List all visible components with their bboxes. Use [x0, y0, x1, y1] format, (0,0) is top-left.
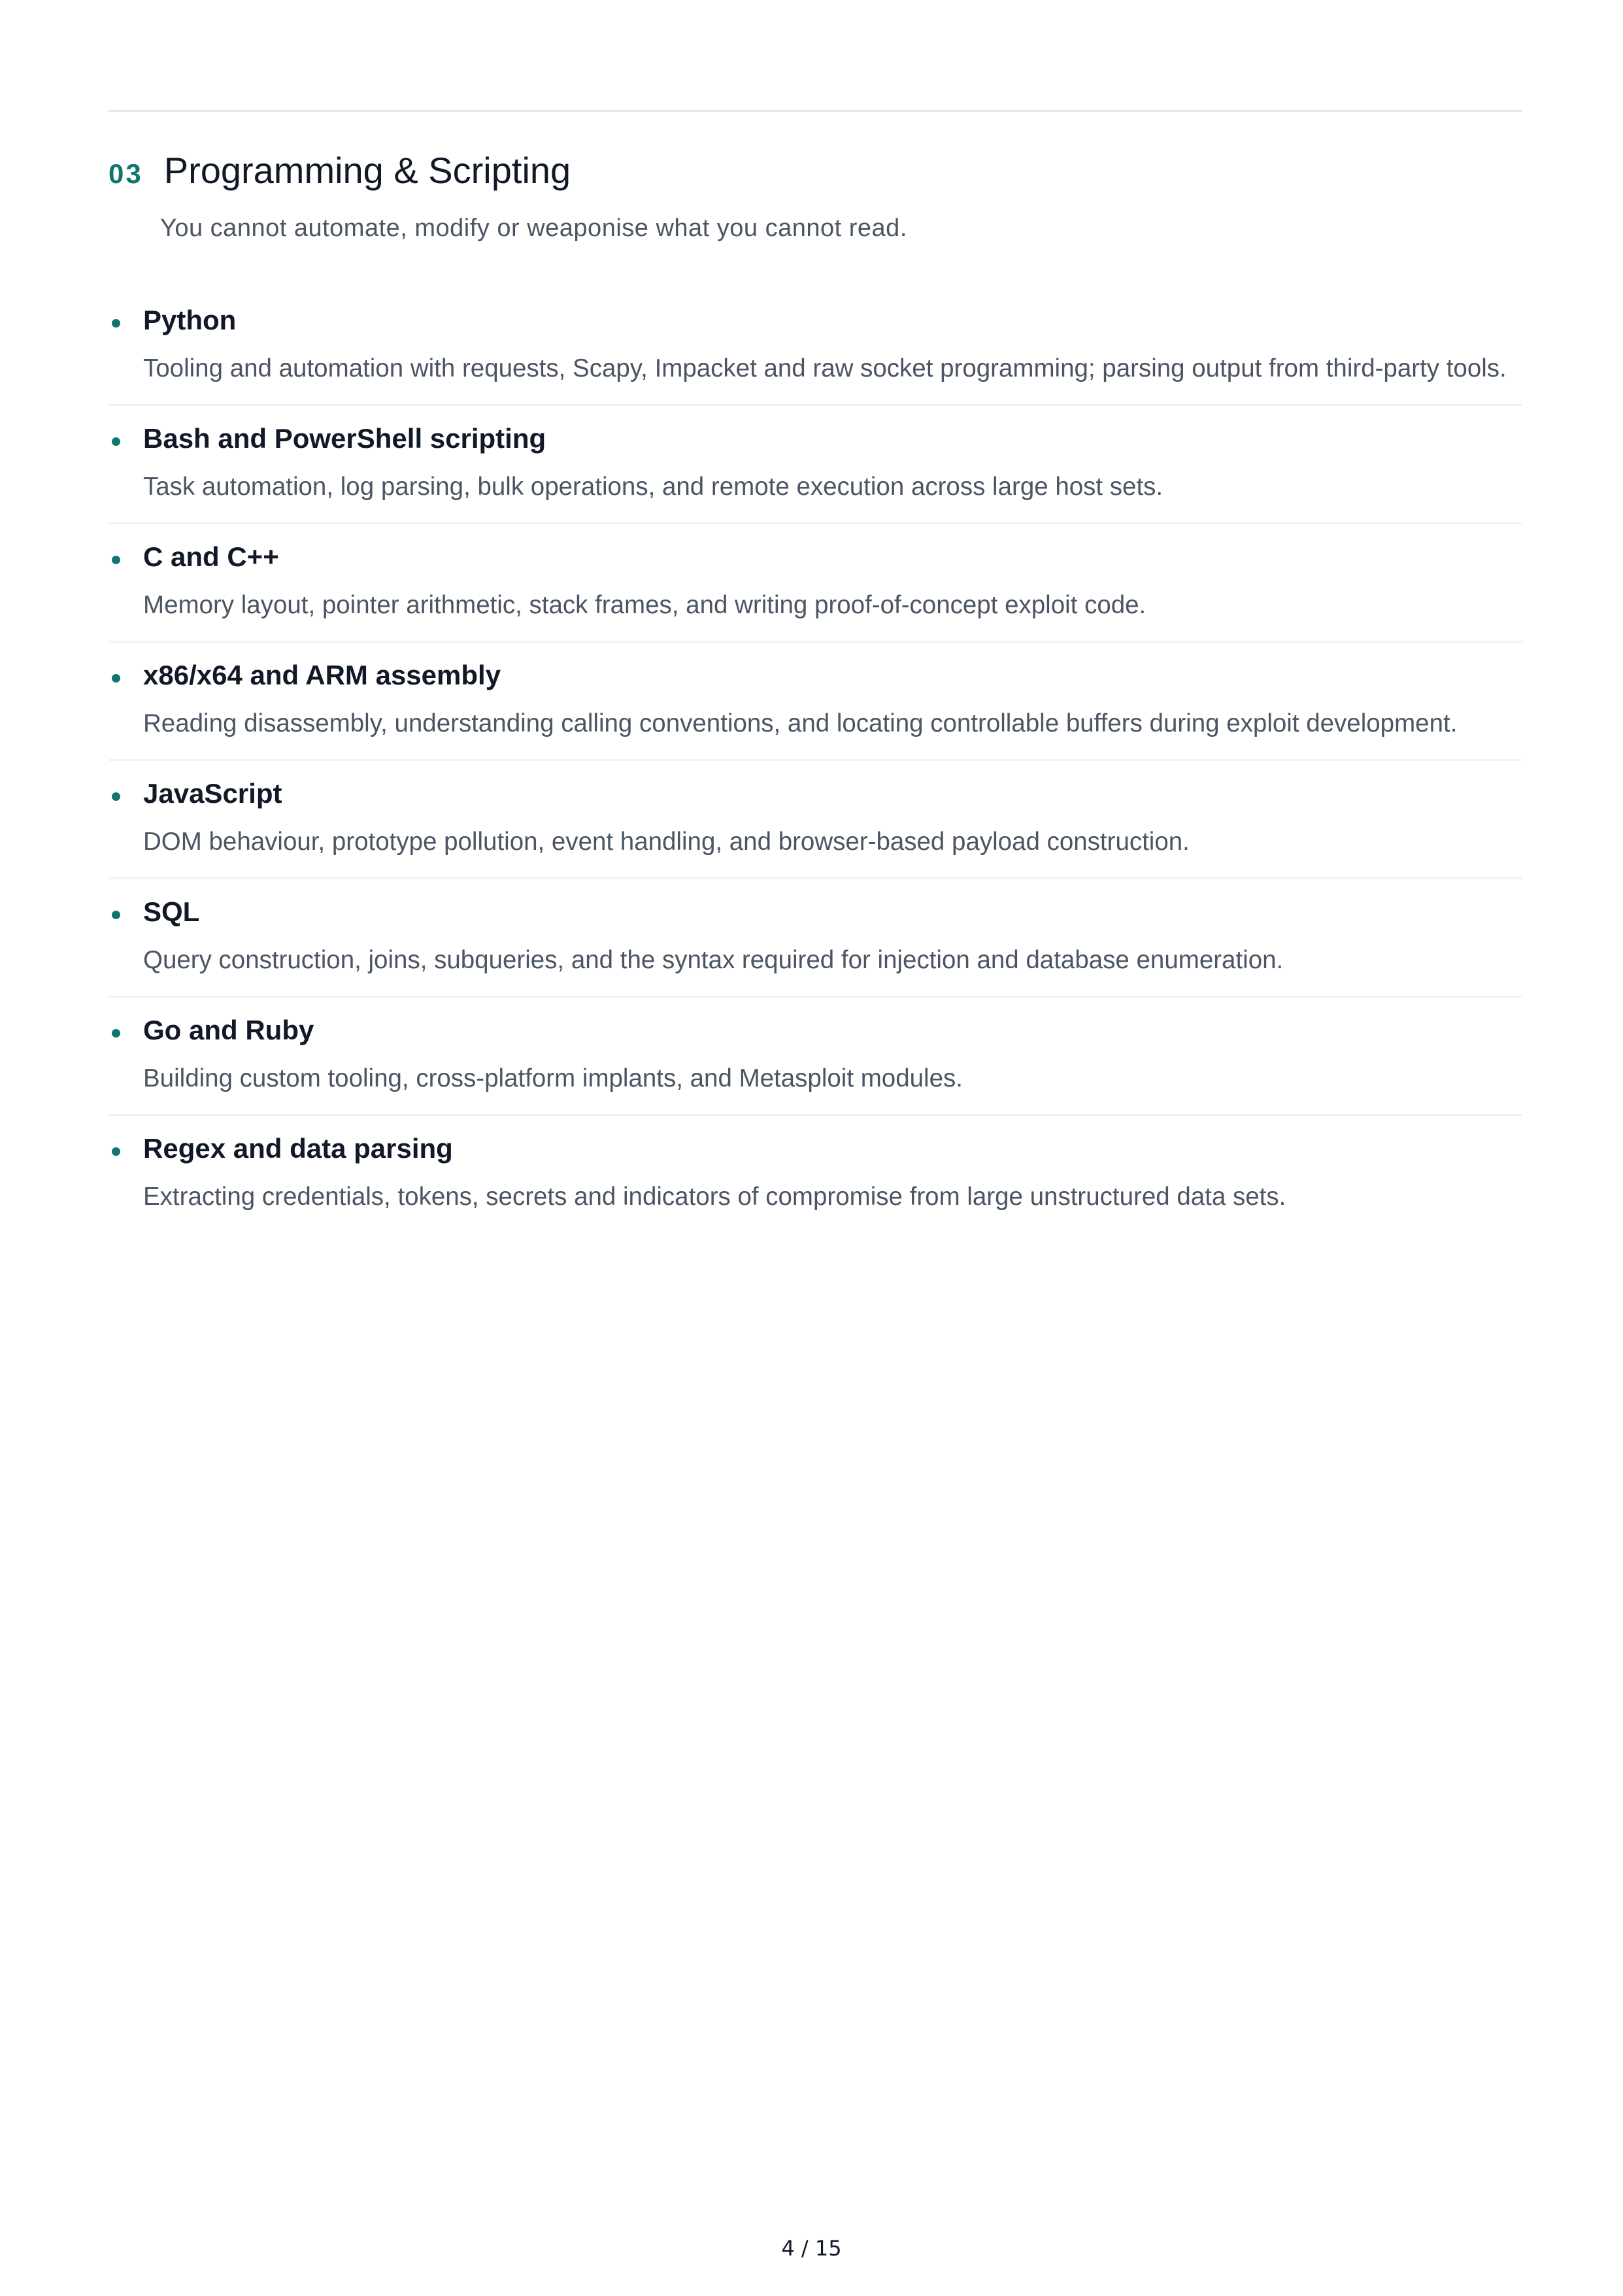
page-number: 4 / 15: [781, 2236, 842, 2261]
section-subtitle: You cannot automate, modify or weaponise what you cannot read.: [160, 214, 907, 242]
list-item: [109, 998, 1522, 1116]
bullet-icon: [112, 1029, 120, 1038]
list-item: [109, 643, 1522, 761]
section-number: 03: [109, 158, 143, 189]
list-item: [109, 406, 1522, 524]
section-title: Programming & Scripting: [163, 150, 571, 191]
skill-description: Tooling and automation with requests, Scapy, Impacket and raw socket programming; parsing output from third-party tools.: [143, 354, 1507, 382]
skill-name: Python: [143, 305, 237, 335]
skill-name: Regex and data parsing: [143, 1133, 453, 1164]
bullet-icon: [112, 911, 120, 919]
skill-name: Go and Ruby: [143, 1015, 314, 1045]
bullet-icon: [112, 1147, 120, 1156]
list-item: [109, 879, 1522, 998]
bullet-icon: [112, 674, 120, 683]
bullet-icon: [112, 319, 120, 328]
skill-name: C and C++: [143, 541, 279, 572]
skill-description: Query construction, joins, subqueries, and the syntax required for injection and database enumeration.: [143, 946, 1284, 974]
skill-name: SQL: [143, 896, 200, 927]
section-header: [109, 149, 571, 192]
bullet-icon: [112, 556, 120, 564]
list-item: [109, 288, 1522, 406]
skill-name: Bash and PowerShell scripting: [143, 423, 546, 454]
list-item: [109, 524, 1522, 643]
skills-list: [109, 288, 1522, 1232]
bullet-icon: [112, 792, 120, 801]
skill-description: Task automation, log parsing, bulk operations, and remote execution across large host sets.: [143, 473, 1163, 501]
skill-description: DOM behaviour, prototype pollution, event handling, and browser-based payload construction.: [143, 828, 1190, 856]
skill-description: Building custom tooling, cross-platform implants, and Metasploit modules.: [143, 1064, 963, 1092]
list-item: [109, 761, 1522, 879]
skill-description: Memory layout, pointer arithmetic, stack frames, and writing proof-of-concept exploit code.: [143, 591, 1146, 619]
list-item: [109, 1116, 1522, 1232]
bullet-icon: [112, 437, 120, 446]
skill-name: JavaScript: [143, 778, 282, 809]
top-divider: [109, 110, 1522, 112]
skill-name: x86/x64 and ARM assembly: [143, 660, 501, 690]
skill-description: Extracting credentials, tokens, secrets and indicators of compromise from large unstructured data sets.: [143, 1183, 1286, 1211]
skill-description: Reading disassembly, understanding calling conventions, and locating controllable buffers during exploit development.: [143, 709, 1458, 737]
